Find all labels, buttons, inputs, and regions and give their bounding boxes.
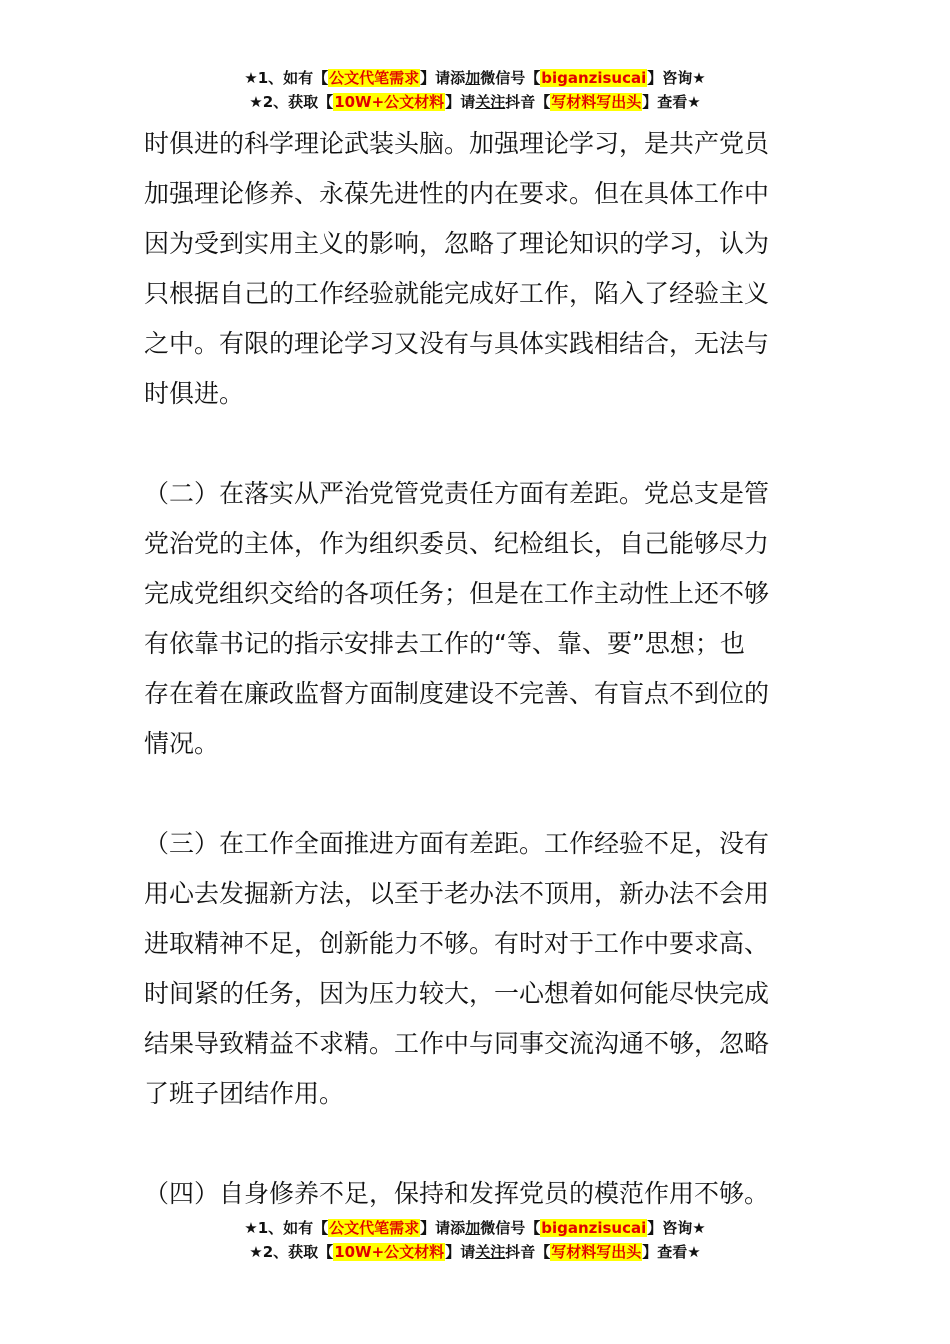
text-line: 情况。 [144,729,220,758]
text-line: 完成党组织交给的各项任务；但是在工作主动性上还不够 [144,579,770,608]
footer-text: ★1、如有【 [244,1219,329,1237]
underlined-text: 加 [465,69,481,87]
paragraph-gap [144,419,810,469]
paragraph-4 [144,1169,810,1219]
text-line: 进取精神不足，创新能力不够。有时对于工作中要求高、 [144,929,770,958]
text-line: （三）在工作全面推进方面有差距。工作经验不足，没有 [144,829,770,858]
header-text: 】请 [445,93,476,111]
footer-text: 】请添 [420,1219,466,1237]
paragraph-gap [144,1119,810,1169]
text-line: 结果导致精益不求精。工作中与同事交流沟通不够，忽略 [144,1029,770,1058]
paragraph-gap [144,769,810,819]
highlight-text: 公文代笔需求 [329,69,420,87]
text-line: 加强理论修养、永葆先进性的内在要求。但在具体工作中 [144,179,770,208]
highlight-text: 公文代笔需求 [329,1219,420,1237]
text-line: 用心去发掘新方法，以至于老办法不顶用，新办法不会用 [144,879,770,908]
header-text: 】查看★ [642,93,701,111]
highlight-text: 10W+公文材料 [334,1243,445,1261]
header-text: 】咨询★ [647,69,706,87]
header-text: 】请添 [420,69,466,87]
footer-text: 抖音【 [505,1243,551,1261]
paragraph-2 [144,469,810,769]
text-line: 存在着在廉政监督方面制度建设不完善、有盲点不到位的 [144,679,770,708]
footer-text: 】咨询★ [647,1219,706,1237]
paragraph-3 [144,819,810,1119]
footer-text: 】请 [445,1243,476,1261]
text-line: （二）在落实从严治党管党责任方面有差距。党总支是管 [144,479,770,508]
highlight-text: biganzisucai [541,1219,647,1237]
text-line: 之中。有限的理论学习又没有与具体实践相结合，无法与 [144,329,770,358]
header-text: 微信号【 [480,69,541,87]
underlined-text: 加 [465,1219,481,1237]
text-line: （四）自身修养不足，保持和发挥党员的模范作用不够。 [144,1179,770,1208]
underlined-text: 关注 [475,93,506,111]
underlined-text: 关注 [475,1243,506,1261]
footer-line-1 [0,1216,950,1240]
highlight-text: 写材料写出头 [551,93,642,111]
document-body [144,119,810,1219]
text-line: 只根据自己的工作经验就能完成好工作，陷入了经验主义 [144,279,770,308]
header-text: ★2、获取【 [249,93,334,111]
header-line-2 [0,90,950,114]
header-text: ★1、如有【 [244,69,329,87]
text-line: 因为受到实用主义的影响，忽略了理论知识的学习，认为 [144,229,770,258]
highlight-text: 10W+公文材料 [334,93,445,111]
header-text: 抖音【 [505,93,551,111]
paragraph-1 [144,119,810,419]
header-line-1 [0,66,950,90]
text-line: 了班子团结作用。 [144,1079,345,1108]
highlight-text: biganzisucai [541,69,647,87]
footer-text: 】查看★ [642,1243,701,1261]
text-line: 时俱进的科学理论武装头脑。加强理论学习，是共产党员 [144,129,770,158]
text-line: 党治党的主体，作为组织委员、纪检组长，自己能够尽力 [144,529,770,558]
footer-text: ★2、获取【 [249,1243,334,1261]
text-line: 有依靠书记的指示安排去工作的“等、靠、要”思想；也 [144,629,745,658]
footer-banner [0,1216,950,1264]
footer-text: 微信号【 [480,1219,541,1237]
footer-line-2 [0,1240,950,1264]
header-banner [0,66,950,114]
text-line: 时间紧的任务，因为压力较大，一心想着如何能尽快完成 [144,979,770,1008]
highlight-text: 写材料写出头 [551,1243,642,1261]
text-line: 时俱进。 [144,379,245,408]
